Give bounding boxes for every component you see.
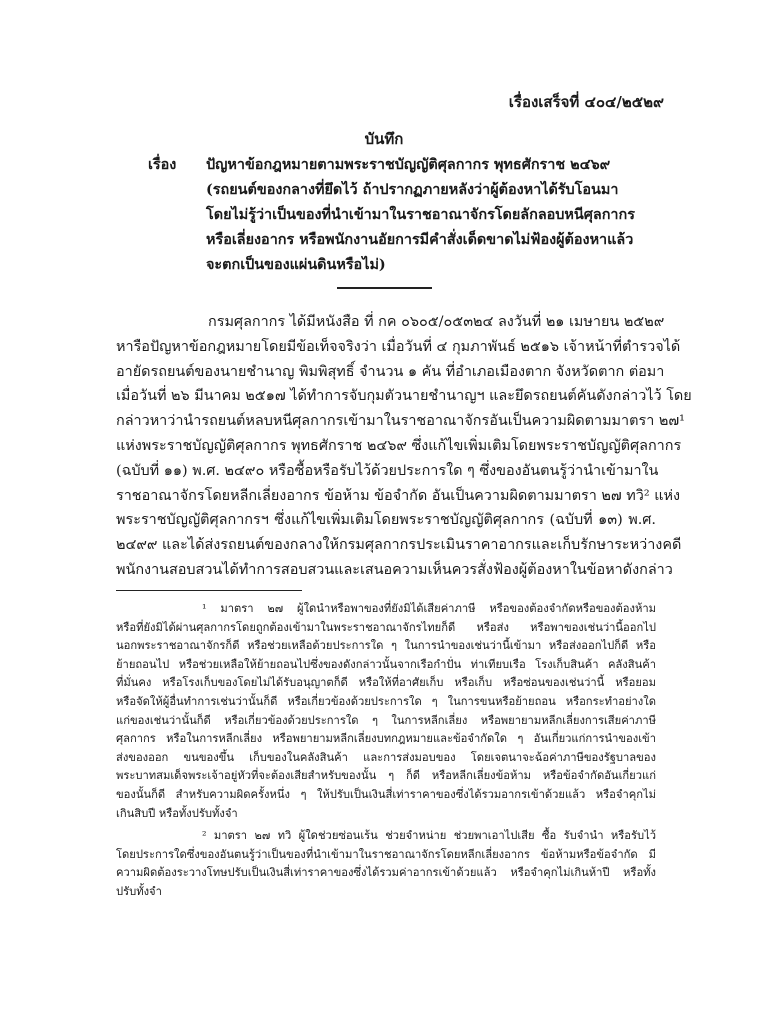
subject-label: เรื่อง [148,156,177,173]
footnote-line: หรือจัดให้ผู้อื่นทำการเช่นว่านั้นก็ดี หรือเกี่ยวข้องด้วยประการใด ๆ ในการขนหรือย้ายถอน หรือกระทำอย่างใด [116,694,656,708]
footnote-line: ¹ มาตรา ๒๗ ผู้ใดนำหรือพาของที่ยังมิได้เสียค่าภาษี หรือของต้องจำกัดหรือของต้องห้าม [202,602,656,615]
footnotes [116,600,656,902]
body-line: กล่าวหาว่านำรถยนต์หลบหนีศุลกากรเข้ามาในราชอาณาจักรอันเป็นความผิดตามมาตรา ๒๗¹ [116,413,685,430]
body-line: กรมศุลกากร ได้มีหนังสือ ที่ กค ๐๖๐๕/๐๕๓๒๔ ลงวันที่ ๒๑ เมษายน ๒๕๒๙ [208,314,665,330]
footnote-line: ศุลกากร หรือในการหลีกเลี่ยง หรือพยายามหลีกเลี่ยงบทกฎหมายและข้อจำกัดใด ๆ อันเกี่ยวแก่การนำของเข้า [116,732,656,746]
body-line: หารือปัญหาข้อกฎหมายโดยมีข้อเท็จจริงว่า เมื่อวันที่ ๔ กุมภาพันธ์ ๒๕๑๖ เจ้าหน้าที่ตำรวจได้ [116,338,681,355]
memo-heading: บันทึก [364,130,404,148]
document-reference: เรื่องเสร็จที่ ๔๐๔/๒๕๒๙ [508,93,664,111]
body-line: พนักงานสอบสวนได้ทำการสอบสวนและเสนอความเห็นควรสั่งฟ้องผู้ต้องหาในข้อหาดังกล่าว [116,561,673,578]
footnote-line: ความผิดต้องระวางโทษปรับเป็นเงินสี่เท่าราคาของซึ่งได้รวมค่าอากรเข้าด้วยแล้ว หรือจำคุกไม่เกินห้าปี หรือทั้ง [116,866,656,880]
subject-line: ปัญหาข้อกฎหมายตามพระราชบัญญัติศุลกากร พุทธศักราช ๒๔๖๙ [206,156,611,173]
subject-line: โดยไม่รู้ว่าเป็นของที่นำเข้ามาในราชอาณาจักรโดยลักลอบหนีศุลกากร [206,206,635,223]
body-line: ราชอาณาจักรโดยหลีกเลี่ยงอากร ข้อห้าม ข้อจำกัด อันเป็นความผิดตามมาตรา ๒๗ ทวิ² แห่ง [116,487,681,504]
subject-line: (รถยนต์ของกลางที่ยึดไว้ ถ้าปรากฏภายหลังว่าผู้ต้องหาได้รับโอนมา [206,181,619,198]
footnote-line: ที่มั่นคง หรือโรงเก็บของโดยไม่ได้รับอนุญาตก็ดี หรือให้ที่อาศัยเก็บ หรือเก็บ หรือซ่อนของเช่นว่านี้ หรือยอม [116,676,656,690]
body-line: แห่งพระราชบัญญัติศุลกากร พุทธศักราช ๒๔๖๙ ซึ่งแก้ไขเพิ่มเติมโดยพระราชบัญญัติศุลกากร [116,437,682,454]
footnote-line: เกินสิบปี หรือทั้งปรับทั้งจำ [116,806,238,820]
subject-line: จะตกเป็นของแผ่นดินหรือไม่) [206,256,386,273]
section-divider [337,287,432,289]
footnote-line: แก่ของเช่นว่านั้นก็ดี หรือเกี่ยวข้องด้วยประการใด ๆ ในการหลีกเลี่ยง หรือพยายามหลีกเลี่ยงการเสียค่าภาษี [116,713,656,727]
body-line: เมื่อวันที่ ๒๖ มีนาคม ๒๕๑๗ ได้ทำการจับกุมตัวนายชำนาญฯ และยึดรถยนต์คันดังกล่าวไว้ โดย [116,388,692,405]
footnote-line: นอกพระราชอาณาจักรก็ดี หรือช่วยเหลือด้วยประการใด ๆ ในการนำของเช่นว่านี้เข้ามา หรือส่งออกไปก็ดี หรือ [116,639,656,653]
footnote-separator [116,590,302,591]
body-line: (ฉบับที่ ๑๑) พ.ศ. ๒๔๙๐ หรือซื้อหรือรับไว้ด้วยประการใด ๆ ซึ่งของอันตนรู้ว่านำเข้ามาใน [116,462,659,479]
body-line: อายัดรถยนต์ของนายชำนาญ พิมพิสุทธิ์ จำนวน ๑ คัน ที่อำเภอเมืองตาก จังหวัดตาก ต่อมา [116,363,665,380]
body-line: พระราชบัญญัติศุลกากรฯ ซึ่งแก้ไขเพิ่มเติมโดยพระราชบัญญัติศุลกากร (ฉบับที่ ๑๓) พ.ศ. [116,512,656,529]
footnote-line: โดยประการใดซึ่งของอันตนรู้ว่าเป็นของที่นำเข้ามาในราชอาณาจักรโดยหลีกเลี่ยงอากร ข้อห้ามหรือข้อจำกัด มี [116,847,656,861]
footnote-line: ปรับทั้งจำ [116,884,162,898]
footnote-line: ส่งของออก ขนของขึ้น เก็บของในคลังสินค้า และการส่งมอบของ โดยเจตนาจะฉ้อค่าภาษีของรัฐบาลของ [116,750,656,764]
footnote-line: พระบาทสมเด็จพระเจ้าอยู่หัวที่จะต้องเสียสำหรับของนั้น ๆ ก็ดี หรือหลีกเลี่ยงข้อห้าม หรือข้อจำกัดอันเกี่ยวแก่ [116,769,656,783]
footnote-line: ² มาตรา ๒๗ ทวิ ผู้ใดช่วยซ่อนเร้น ช่วยจำหน่าย ช่วยพาเอาไปเสีย ซื้อ รับจำนำ หรือรับไว้ [202,829,656,843]
subject-block [148,152,708,277]
footnote-line: ของนั้นก็ดี สำหรับความผิดครั้งหนึ่ง ๆ ให้ปรับเป็นเงินสี่เท่าราคาของซึ่งได้รวมอากรเข้าด้วยแล้ว หรือจำคุกไม่ [116,787,656,801]
body-paragraph [116,310,692,583]
body-line: ๒๔๙๙ และได้ส่งรถยนต์ของกลางให้กรมศุลกากรประเมินราคาอากรและเก็บรักษาระหว่างคดี [116,537,682,554]
subject-line: หรือเลี่ยงอากร หรือพนักงานอัยการมีคำสั่งเด็ดขาดไม่ฟ้องผู้ต้องหาแล้ว [206,231,634,248]
footnote-line: หรือที่ยังมิได้ผ่านศุลกากรโดยถูกต้องเข้ามาในพระราชอาณาจักรไทยก็ดี หรือส่ง หรือพาของเช่นว่านี้ออกไป [116,620,656,634]
footnote-line: ย้ายถอนไป หรือช่วยเหลือให้ย้ายถอนไปซึ่งของดังกล่าวนั้นจากเรือกำปั่น ท่าเทียบเรือ โรงเก็บสินค้า คลังสินค้า [116,657,656,671]
